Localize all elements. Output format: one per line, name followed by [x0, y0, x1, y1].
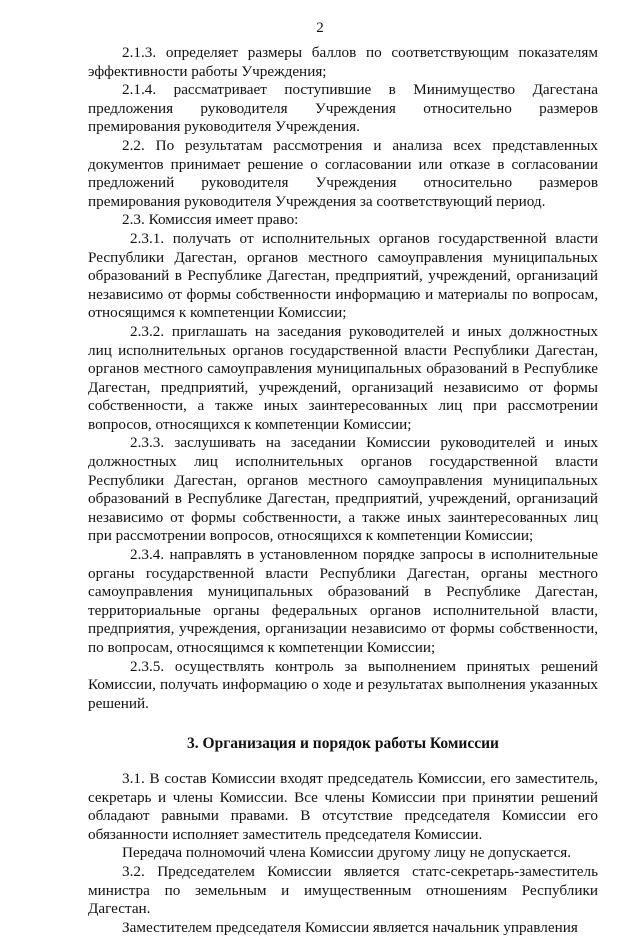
paragraph-2-2: 2.2. По результатам рассмотрения и анализа всех представленных документов принимает решение о согласовании или отказе в согласовании предложений руководителя Учреждения относительно размеров премирования руководителя Учреждения за соответствующий период. [88, 136, 598, 210]
paragraph-3-2: 3.2. Председателем Комиссии является статс-секретарь-заместитель министра по земельным и имущественным отношениям Республики Дагестан. [88, 862, 598, 918]
paragraph-2-3-2: 2.3.2. приглашать на заседания руководителей и иных должностных лиц исполнительных органов государственной власти Республики Дагестан, органов местного самоуправления муниципальных образований в Республике Дагестан, предприятий, учреждений, организаций независимо от формы собственности, а также иных заинтересованных лиц при рассмотрении вопросов, относящихся к компетенции Комиссии; [88, 322, 598, 433]
paragraph-3-1-transfer: Передача полномочий члена Комиссии другому лицу не допускается. [122, 844, 572, 862]
paragraph-2-3: 2.3. Комиссия имеет право: [122, 211, 299, 229]
paragraph-2-3-1: 2.3.1. получать от исполнительных органов государственной власти Республики Дагестан, органов местного самоуправления муниципальных образований в Республике Дагестан, предприятий, учреждений, организаций независимо от формы собственности информацию и материалы по вопросам, относящимся к компетенции Комиссии; [88, 229, 598, 322]
document-body [88, 44, 598, 937]
paragraph-2-3-5: 2.3.5. осуществлять контроль за выполнением принятых решений Комиссии, получать информацию о ходе и результатах выполнения указанных решений. [88, 657, 598, 712]
paragraph-2-1-3: 2.1.3. определяет размеры баллов по соответствующим показателям эффективности работы Учреждения; [88, 44, 598, 80]
paragraph-2-1-4: 2.1.4. рассматривает поступившие в Минимущество Дагестана предложения руководителя Учреждения относительно размеров премирования руководителя Учреждения. [88, 81, 598, 136]
section-heading: 3. Организация и порядок работы Комиссии [187, 735, 499, 753]
page-number: 2 [316, 20, 324, 36]
paragraph-2-3-4: 2.3.4. направлять в установленном порядке запросы в исполнительные органы государственной власти Республики Дагестан, органы местного самоуправления муниципальных образований в Республике Дагестан, территориальные органы федеральных органов исполнительной власти, предприятия, учреждения, организации независимо от формы собственности, по вопросам, относящимся к компетенции Комиссии; [88, 546, 598, 656]
paragraph-3-1: 3.1. В состав Комиссии входят председатель Комиссии, его заместитель, секретарь и члены Комиссии. Все члены Комиссии при принятии решений обладают равными правами. В отсутствие председателя Комиссии его обязанности исполняет заместитель председателя Комиссии. [88, 769, 598, 843]
paragraph-2-3-3: 2.3.3. заслушивать на заседании Комиссии руководителей и иных должностных лиц исполнительных органов государственной власти Республики Дагестан, органов местного самоуправления муниципальных образований в Республике Дагестан, предприятий, учреждений, организаций независимо от формы собственности, а также иных заинтересованных лиц при рассмотрении вопросов, относящихся к компетенции Комиссии; [88, 434, 598, 545]
paragraph-3-2-deputy: Заместителем председателя Комиссии является начальник управления [122, 918, 578, 936]
